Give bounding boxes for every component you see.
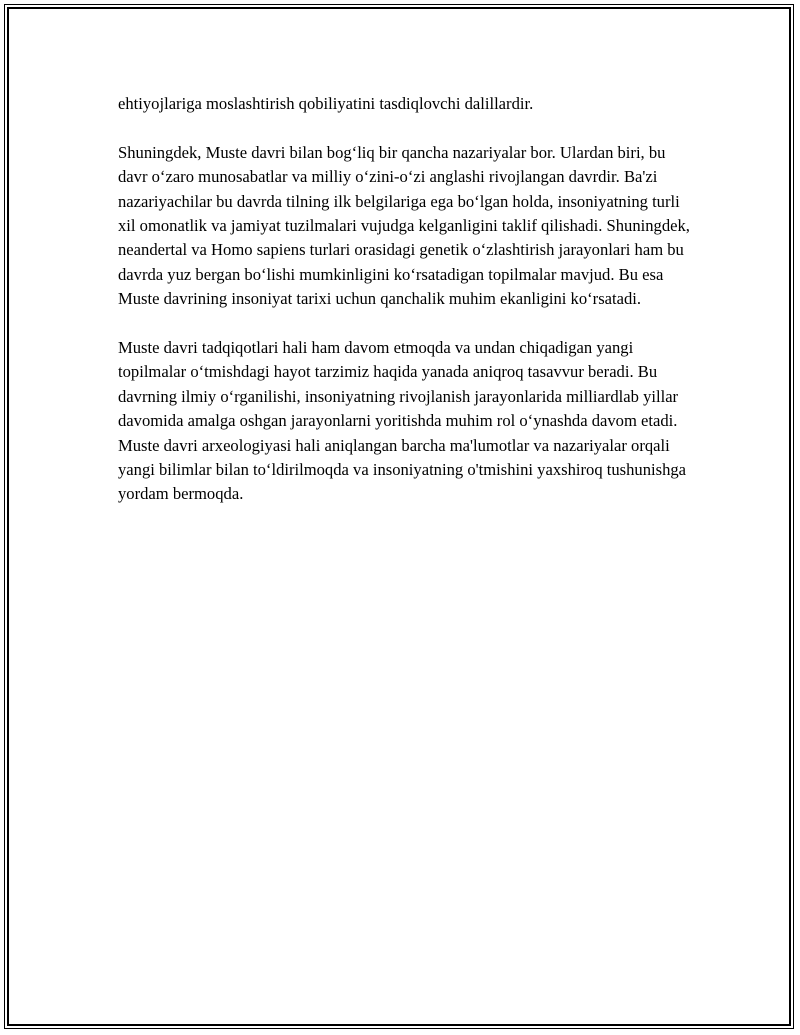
paragraph-2: Shuningdek, Muste davri bilan bog‘liq bir qancha nazariyalar bor. Ulardan biri, bu davr o‘zaro munosabatlar va milliy o‘zini-o‘zi anglashi rivojlangan davrdir. Ba'zi nazariyachilar bu davrda tilning ilk belgilariga ega bo‘lgan holda, insoniyatning turli xil omonatlik va jamiyat tuzilmalari vujudga kelganligini taklif qilishadi. Shuningdek, neandertal va Homo sapiens turlari orasidagi genetik o‘zlashtirish jarayonlari ham bu davrda yuz bergan bo‘lishi mumkinligini ko‘rsatadigan topilmalar mavjud. Bu esa Muste davrining insoniyat tarixi uchun qanchalik muhim ekanligini ko‘rsatadi. [118, 142, 690, 309]
paragraph-3: Muste davri tadqiqotlari hali ham davom etmoqda va undan chiqadigan yangi topilmalar o‘tmishdagi hayot tarzimiz haqida yanada aniqroq tasavvur beradi. Bu davrning ilmiy o‘rganilishi, insoniyatning rivojlanish jarayonlarida milliardlab yillar davomida amalga oshgan jarayonlarni yoritishda muhim rol o‘ynashda davom etadi. Muste davri arxeologiyasi hali aniqlangan barcha ma'lumotlar va nazariyalar orqali yangi bilimlar bilan to‘ldirilmoqda va insoniyatning o'tmishini yaxshiroq tushunishga yordam bermoqda. [118, 338, 687, 504]
document-body [118, 92, 692, 531]
paragraph-1: ehtiyojlariga moslashtirish qobiliyatini tasdiqlovchi dalillardir. [118, 94, 534, 113]
